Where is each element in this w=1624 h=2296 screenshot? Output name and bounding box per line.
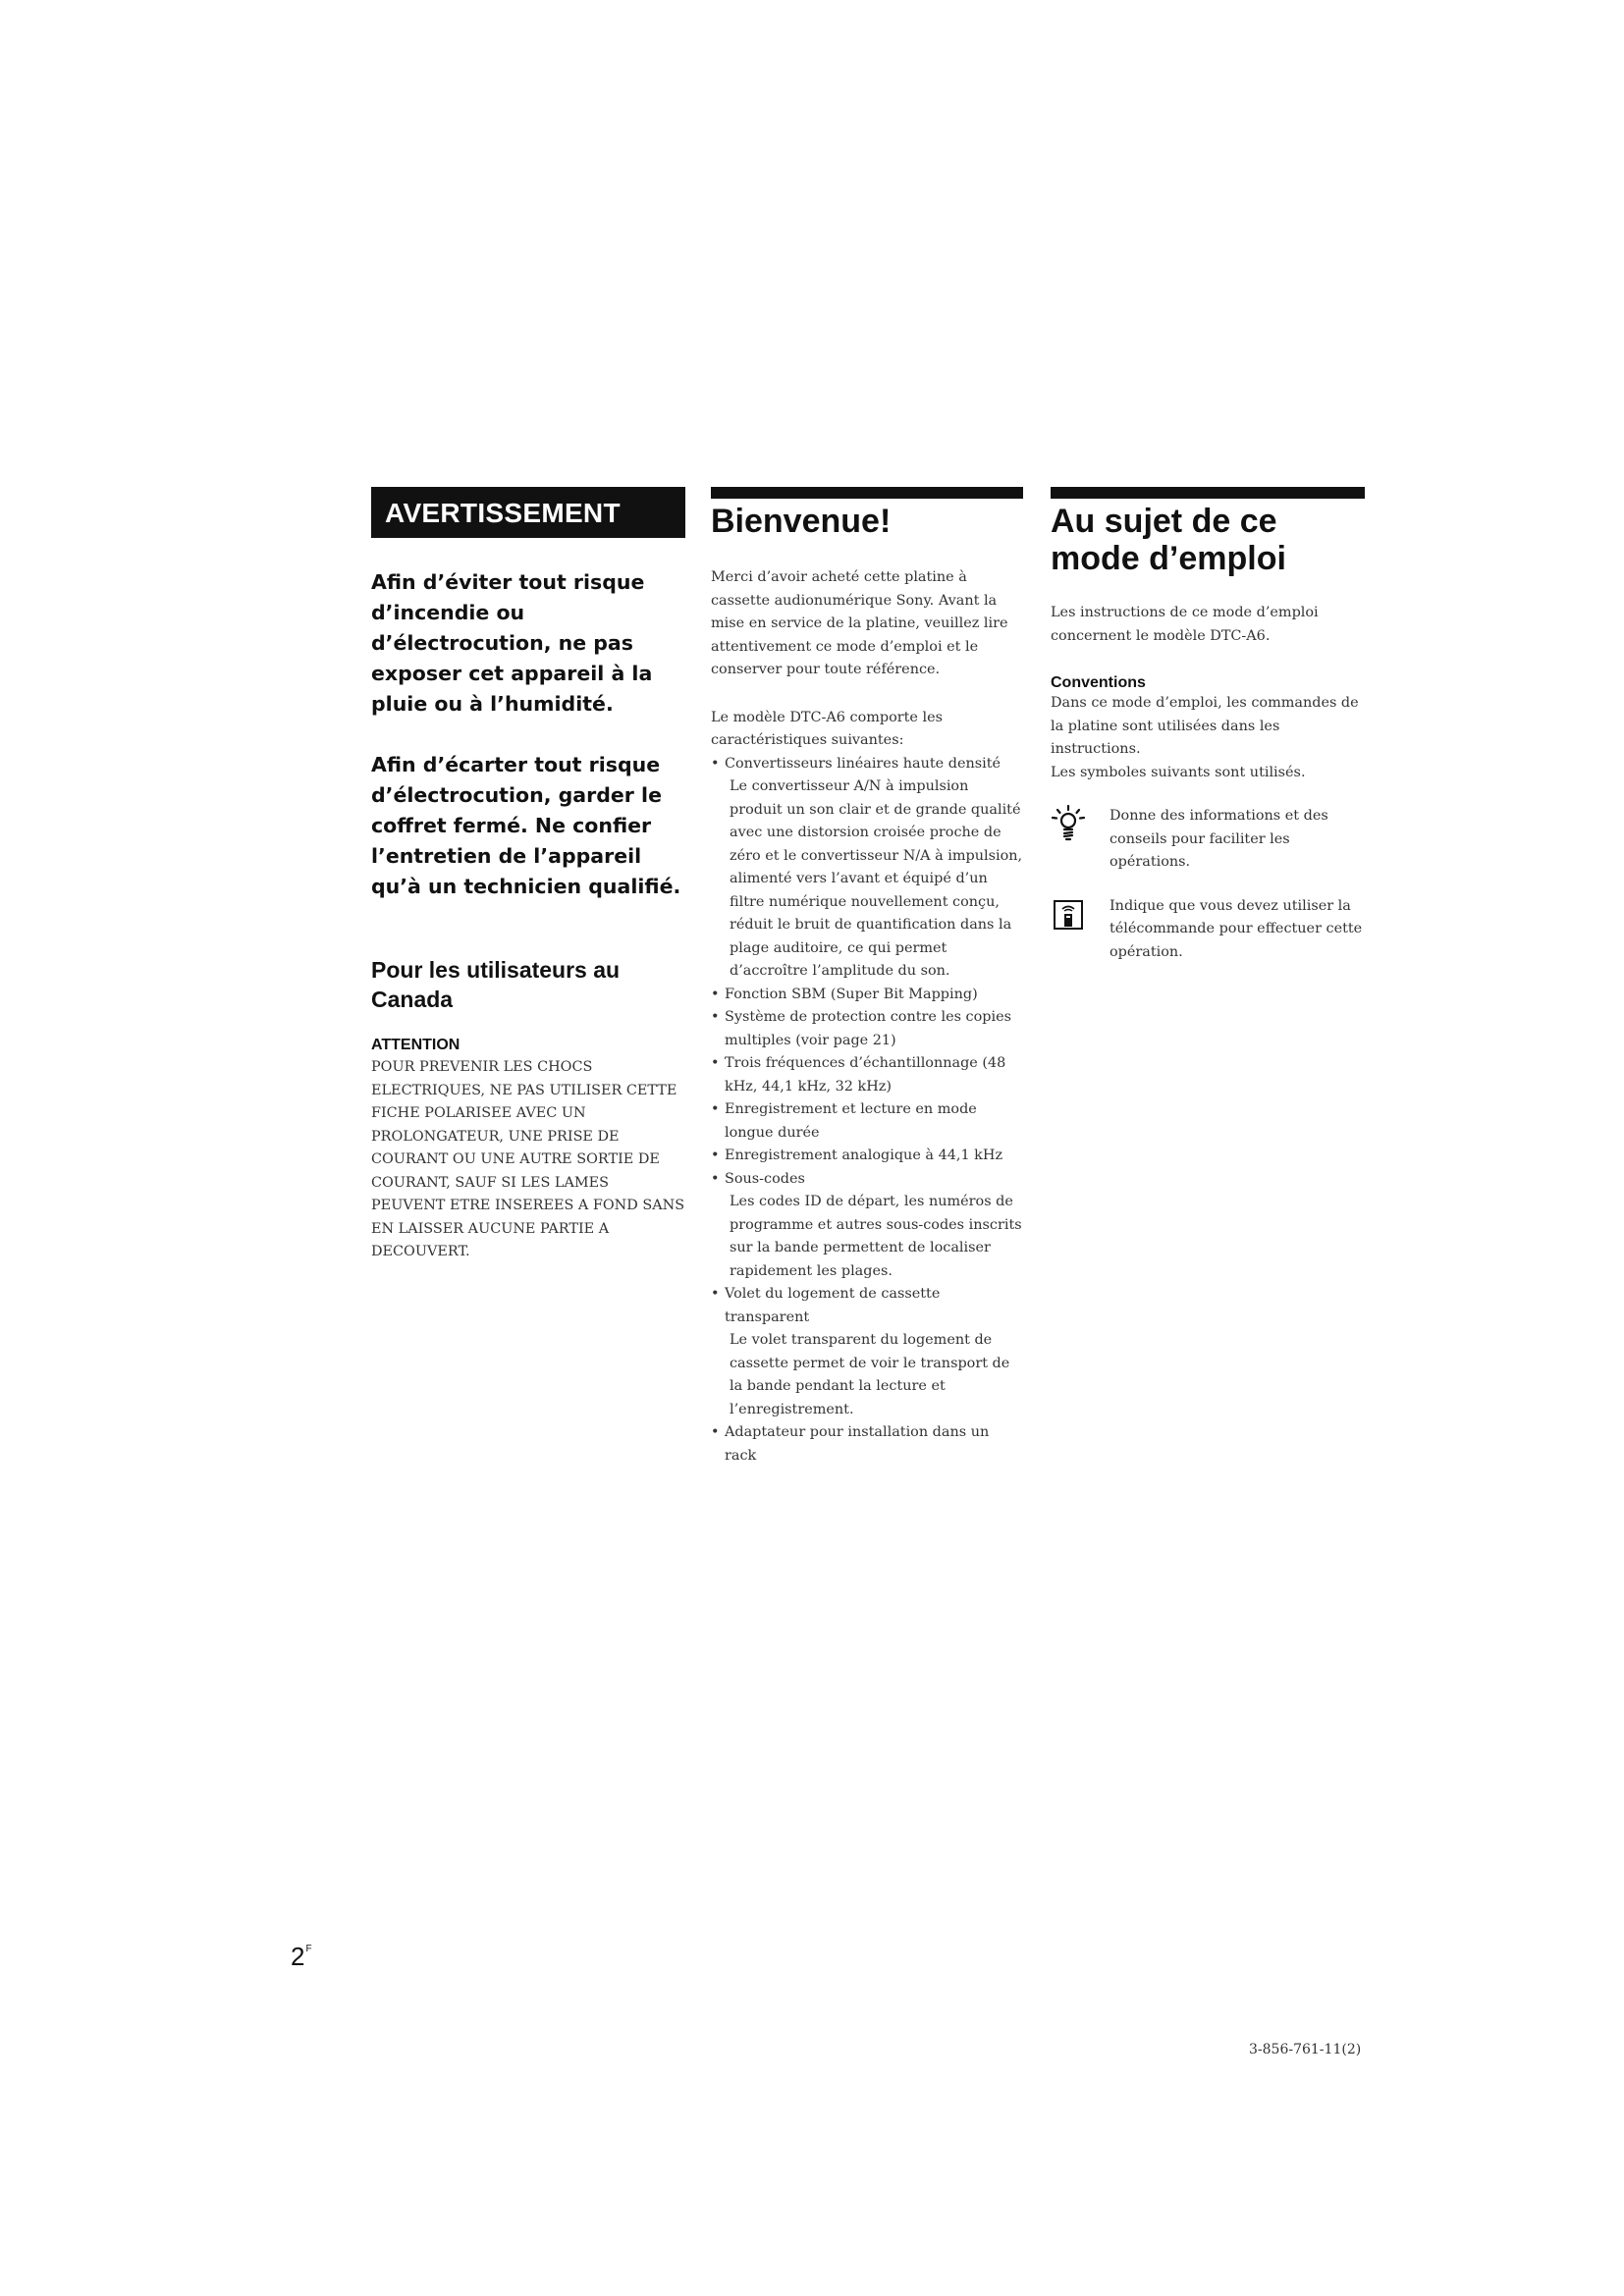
- page-language-suffix: F: [305, 1944, 312, 1954]
- tip-symbol-description: Donne des informations et des conseils pour faciliter les opérations.: [1110, 808, 1328, 870]
- warning-banner: AVERTISSEMENT: [371, 487, 685, 538]
- welcome-heading: Bienvenue!: [711, 503, 892, 540]
- features-lead: Le modèle DTC-A6 comporte les caractéristiques suivantes:: [711, 709, 944, 748]
- list-item: [711, 1283, 1023, 1421]
- feature-title: • Système de protection contre les copies multiples (voir page 21): [725, 1009, 1011, 1048]
- attention-label: ATTENTION: [371, 1037, 460, 1053]
- warning-text-shock: Afin d’écarter tout risque d’électrocution, garder le coffret fermé. Ne confier l’entretien de l’appareil qu’à un technicien qualifié.: [371, 753, 681, 898]
- canada-heading: Pour les utilisateurs au Canada: [371, 957, 621, 1012]
- list-item: [711, 984, 1023, 1007]
- features-list: [711, 753, 1023, 1468]
- document-code: 3-856-761-11(2): [1249, 2042, 1362, 2057]
- welcome-intro: Merci d’avoir acheté cette platine à cassette audionumérique Sony. Avant la mise en service de la platine, veuillez lire attentivement ce mode d’emploi et le conserver pour toute référence.: [711, 569, 1008, 677]
- symbol-row-remote: [1051, 895, 1365, 965]
- list-item: [711, 1168, 1023, 1284]
- page-number: [291, 1942, 312, 1972]
- feature-description: Le volet transparent du logement de cassette permet de voir le transport de la bande pendant la lecture et l’enregistrement.: [730, 1332, 1010, 1417]
- feature-description: Le convertisseur A/N à impulsion produit un son clair et de grande qualité avec une distorsion croisée proche de zéro et le convertisseur N/A à impulsion, alimenté vers l’avant et équipé d’un filtre numérique nouvellement conçu, réduit le bruit de quantification dans la plage auditoire, ce qui permet d’accroître l’amplitude du son.: [730, 778, 1023, 979]
- feature-title: • Enregistrement et lecture en mode longue durée: [725, 1101, 977, 1141]
- feature-title: • Convertisseurs linéaires haute densité: [725, 755, 1001, 772]
- warning-column: [371, 487, 685, 1264]
- feature-description: Les codes ID de départ, les numéros de programme et autres sous-codes inscrits sur la bande permettent de localiser rapidement les plages.: [730, 1194, 1022, 1279]
- remote-symbol-description: Indique que vous devez utiliser la télécommande pour effectuer cette opération.: [1110, 897, 1363, 960]
- feature-title: • Adaptateur pour installation dans un rack: [725, 1424, 990, 1464]
- conventions-text-symbols: Les symboles suivants sont utilisés.: [1051, 764, 1306, 780]
- welcome-column: [711, 487, 1023, 1468]
- feature-title: • Enregistrement analogique à 44,1 kHz: [725, 1148, 1003, 1163]
- about-manual-column: [1051, 487, 1365, 964]
- about-heading: Au sujet de ce mode d’emploi: [1051, 503, 1286, 577]
- feature-title: • Sous-codes: [725, 1170, 805, 1187]
- list-item: [711, 1098, 1023, 1145]
- list-item: [711, 1145, 1023, 1168]
- page-number-value: 2: [291, 1942, 305, 1971]
- list-item: [711, 1421, 1023, 1468]
- conventions-heading: Conventions: [1051, 674, 1146, 691]
- feature-title: • Fonction SBM (Super Bit Mapping): [725, 986, 978, 1002]
- conventions-text: Dans ce mode d’emploi, les commandes de la platine sont utilisées dans les instructions.: [1051, 695, 1359, 757]
- lightbulb-icon: [1051, 805, 1110, 875]
- list-item: [711, 753, 1023, 984]
- list-item: [711, 1006, 1023, 1052]
- list-item: [711, 1052, 1023, 1098]
- about-intro: Les instructions de ce mode d’emploi concernent le modèle DTC-A6.: [1051, 605, 1319, 644]
- remote-control-icon: [1051, 895, 1110, 965]
- section-rule: [1051, 487, 1365, 499]
- section-rule: [711, 487, 1023, 499]
- symbol-row-tip: [1051, 805, 1365, 875]
- attention-text: POUR PREVENIR LES CHOCS ELECTRIQUES, NE PAS UTILISER CETTE FICHE POLARISEE AVEC UN PROLONGATEUR, UNE PRISE DE COURANT OU UNE AUTRE SORTIE DE COURANT, SAUF SI LES LAMES PEUVENT ETRE INSEREES A FOND SANS EN LAISSER AUCUNE PARTIE A DECOUVERT.: [371, 1059, 685, 1259]
- feature-title: • Trois fréquences d’échantillonnage (48 kHz, 44,1 kHz, 32 kHz): [725, 1055, 1006, 1095]
- warning-text-fire: Afin d’éviter tout risque d’incendie ou d’électrocution, ne pas exposer cet appareil à la pluie ou à l’humidité.: [371, 570, 653, 716]
- feature-title: • Volet du logement de cassette transparent: [725, 1286, 941, 1325]
